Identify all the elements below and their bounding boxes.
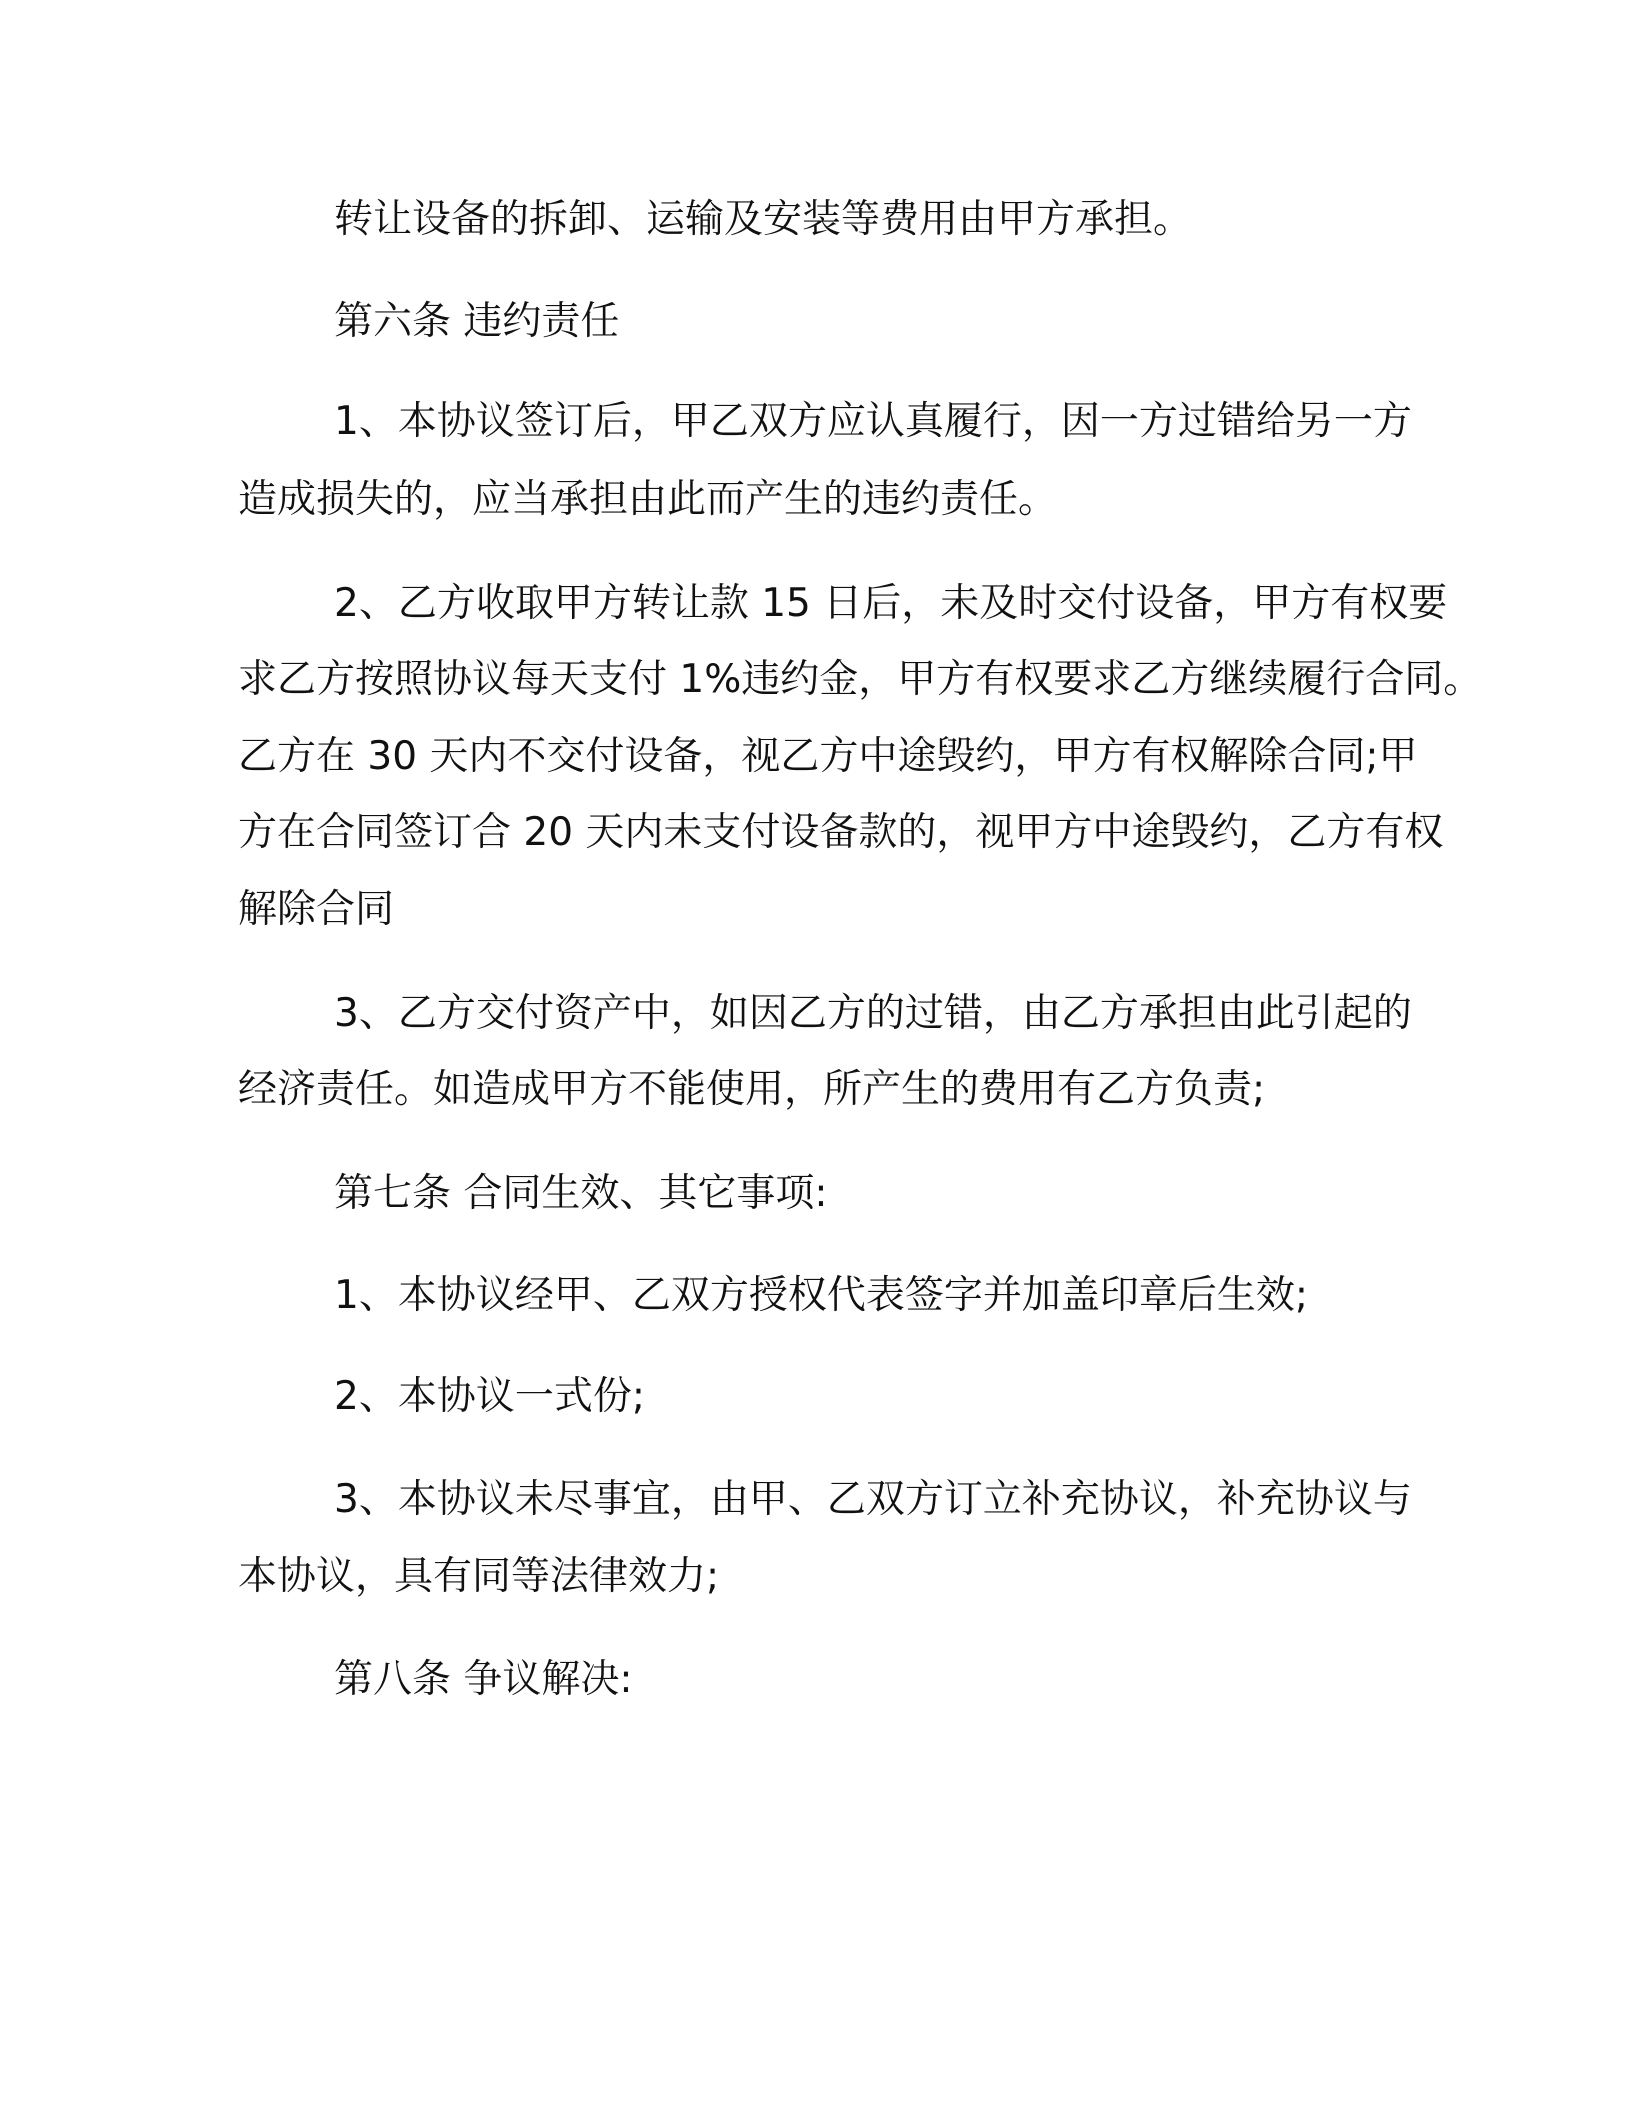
clause-6-3-line-1: 3、乙方交付资产中，如因乙方的过错，由乙方承担由此引起的 xyxy=(334,991,1412,1036)
clause-6-2-line-3: 乙方在 30 天内不交付设备，视乙方中途毁约，甲方有权解除合同;甲 xyxy=(238,734,1418,779)
heading-article-6: 第六条 违约责任 xyxy=(334,299,620,344)
clause-7-2: 2、本协议一式份; xyxy=(334,1374,645,1419)
clause-7-1: 1、本协议经甲、乙双方授权代表签字并加盖印章后生效; xyxy=(334,1273,1308,1318)
clause-7-3-line-1: 3、本协议未尽事宜，由甲、乙双方订立补充协议，补充协议与 xyxy=(334,1477,1412,1522)
heading-article-8: 第八条 争议解决: xyxy=(334,1657,633,1702)
clause-6-1-line-2: 造成损失的，应当承担由此而产生的违约责任。 xyxy=(238,477,1058,522)
heading-article-7: 第七条 合同生效、其它事项: xyxy=(334,1171,828,1216)
clause-7-3-line-2: 本协议，具有同等法律效力; xyxy=(238,1554,720,1599)
paragraph-transfer-costs: 转让设备的拆卸、运输及安装等费用由甲方承担。 xyxy=(334,197,1193,242)
clause-6-2-line-2: 求乙方按照协议每天支付 1%违约金，甲方有权要求乙方继续履行合同。 xyxy=(238,657,1483,702)
clause-6-3-line-2: 经济责任。如造成甲方不能使用，所产生的费用有乙方负责; xyxy=(238,1067,1266,1112)
clause-6-2-line-5: 解除合同 xyxy=(238,887,395,932)
clause-6-2-line-1: 2、乙方收取甲方转让款 15 日后，未及时交付设备，甲方有权要 xyxy=(334,581,1448,626)
clause-6-1-line-1: 1、本协议签订后，甲乙双方应认真履行，因一方过错给另一方 xyxy=(334,399,1412,444)
clause-6-2-line-4: 方在合同签订合 20 天内未支付设备款的，视甲方中途毁约，乙方有权 xyxy=(238,810,1444,855)
